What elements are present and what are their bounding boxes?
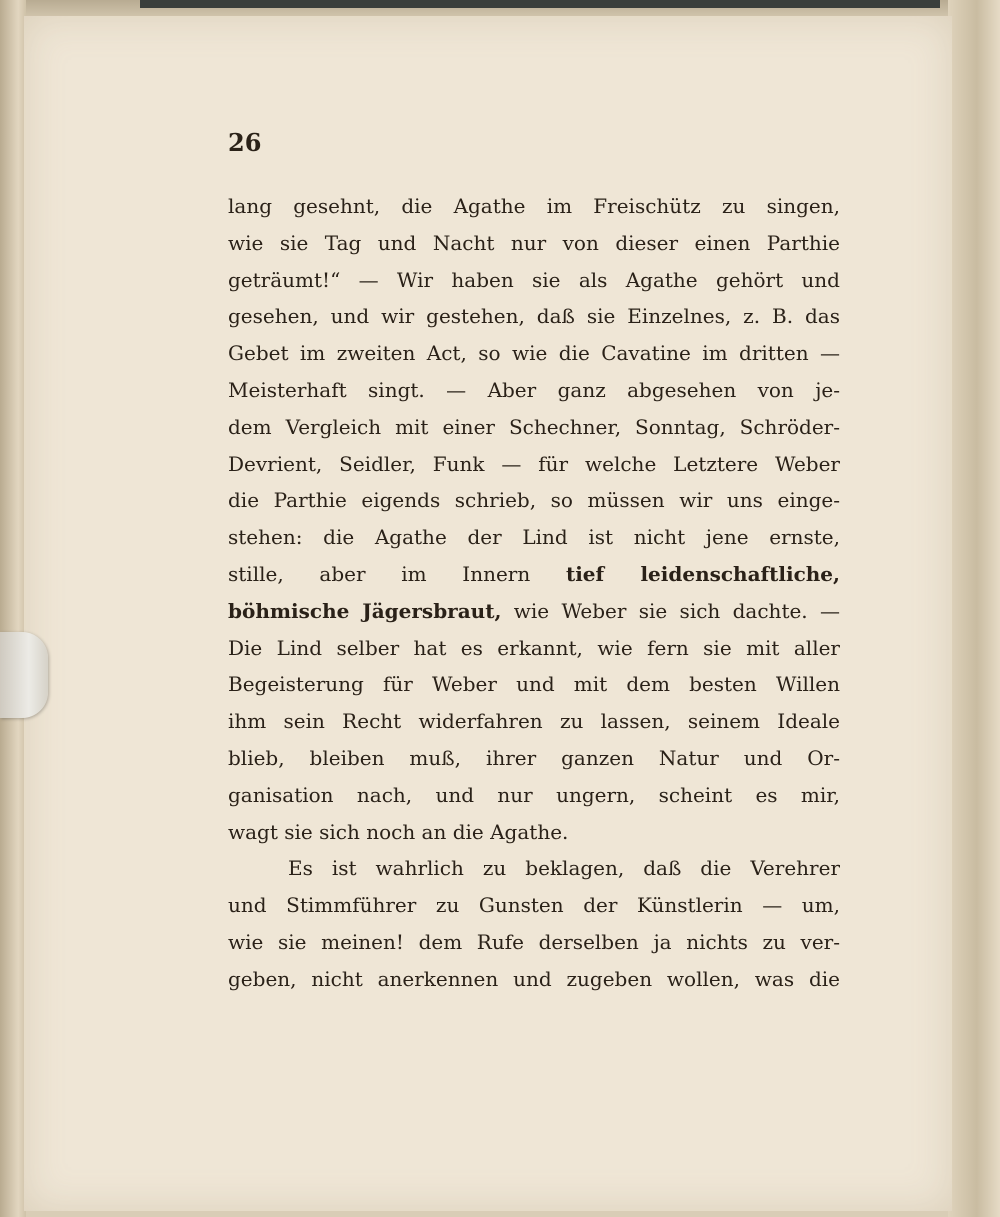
text-line-emphasis	[228, 556, 840, 593]
text-line: blieb, bleiben muß, ihrer ganzen Natur und Or-	[228, 745, 840, 770]
right-page-stack	[948, 0, 1000, 1217]
text-segment: wie Weber sie sich dachte. —	[513, 598, 840, 623]
emphasis-text: tief leidenschaftliche,	[565, 561, 840, 586]
book-cover-edge	[140, 0, 940, 8]
text-line: lang gesehnt, die Agathe im Freischütz zu singen,	[228, 194, 840, 218]
text-line: Gebet im zweiten Act, so wie die Cavatine im dritten —	[228, 341, 840, 366]
emphasis-text: böhmische Jägersbraut,	[228, 598, 502, 623]
text-line: ganisation nach, und nur ungern, scheint es mir,	[228, 782, 840, 807]
left-page-edge	[0, 0, 26, 1217]
page-number: 26	[228, 128, 262, 157]
text-line: Begeisterung für Weber und mit dem besten Willen	[228, 672, 840, 697]
text-line: die Parthie eigends schrieb, so müssen wir uns einge-	[228, 488, 840, 513]
text-line: dem Vergleich mit einer Schechner, Sonntag, Schröder-	[228, 414, 840, 439]
text-line: Die Lind selber hat es erkannt, wie fern sie mit aller	[228, 635, 840, 660]
text-line: geben, nicht anerkennen und zugeben wollen, was die	[228, 966, 840, 991]
text-line: wie sie Tag und Nacht nur von dieser einen Parthie	[228, 230, 840, 255]
text-segment: stille, aber im Innern	[228, 561, 531, 586]
text-line: wagt sie sich noch an die Agathe.	[228, 819, 569, 844]
text-line: wie sie meinen! dem Rufe derselben ja nichts zu ver-	[228, 929, 840, 954]
text-line: Es ist wahrlich zu beklagen, daß die Verehrer	[288, 856, 840, 881]
text-line: Meisterhaft singt. — Aber ganz abgesehen von je-	[228, 377, 840, 402]
text-line: gesehen, und wir gestehen, daß sie Einzelnes, z. B. das	[228, 304, 840, 329]
text-line-emphasis	[228, 593, 840, 630]
page-body-text	[228, 188, 840, 998]
text-line: stehen: die Agathe der Lind ist nicht jene ernste,	[228, 525, 840, 550]
text-line: Devrient, Seidler, Funk — für welche Letztere Weber	[228, 451, 840, 476]
text-line: und Stimmführer zu Gunsten der Künstlerin — um,	[228, 893, 840, 918]
text-line: ihm sein Recht widerfahren zu lassen, seinem Ideale	[228, 709, 840, 734]
text-line: geträumt!“ — Wir haben sie als Agathe gehört und	[228, 267, 840, 292]
page-tab-marker	[0, 632, 48, 718]
